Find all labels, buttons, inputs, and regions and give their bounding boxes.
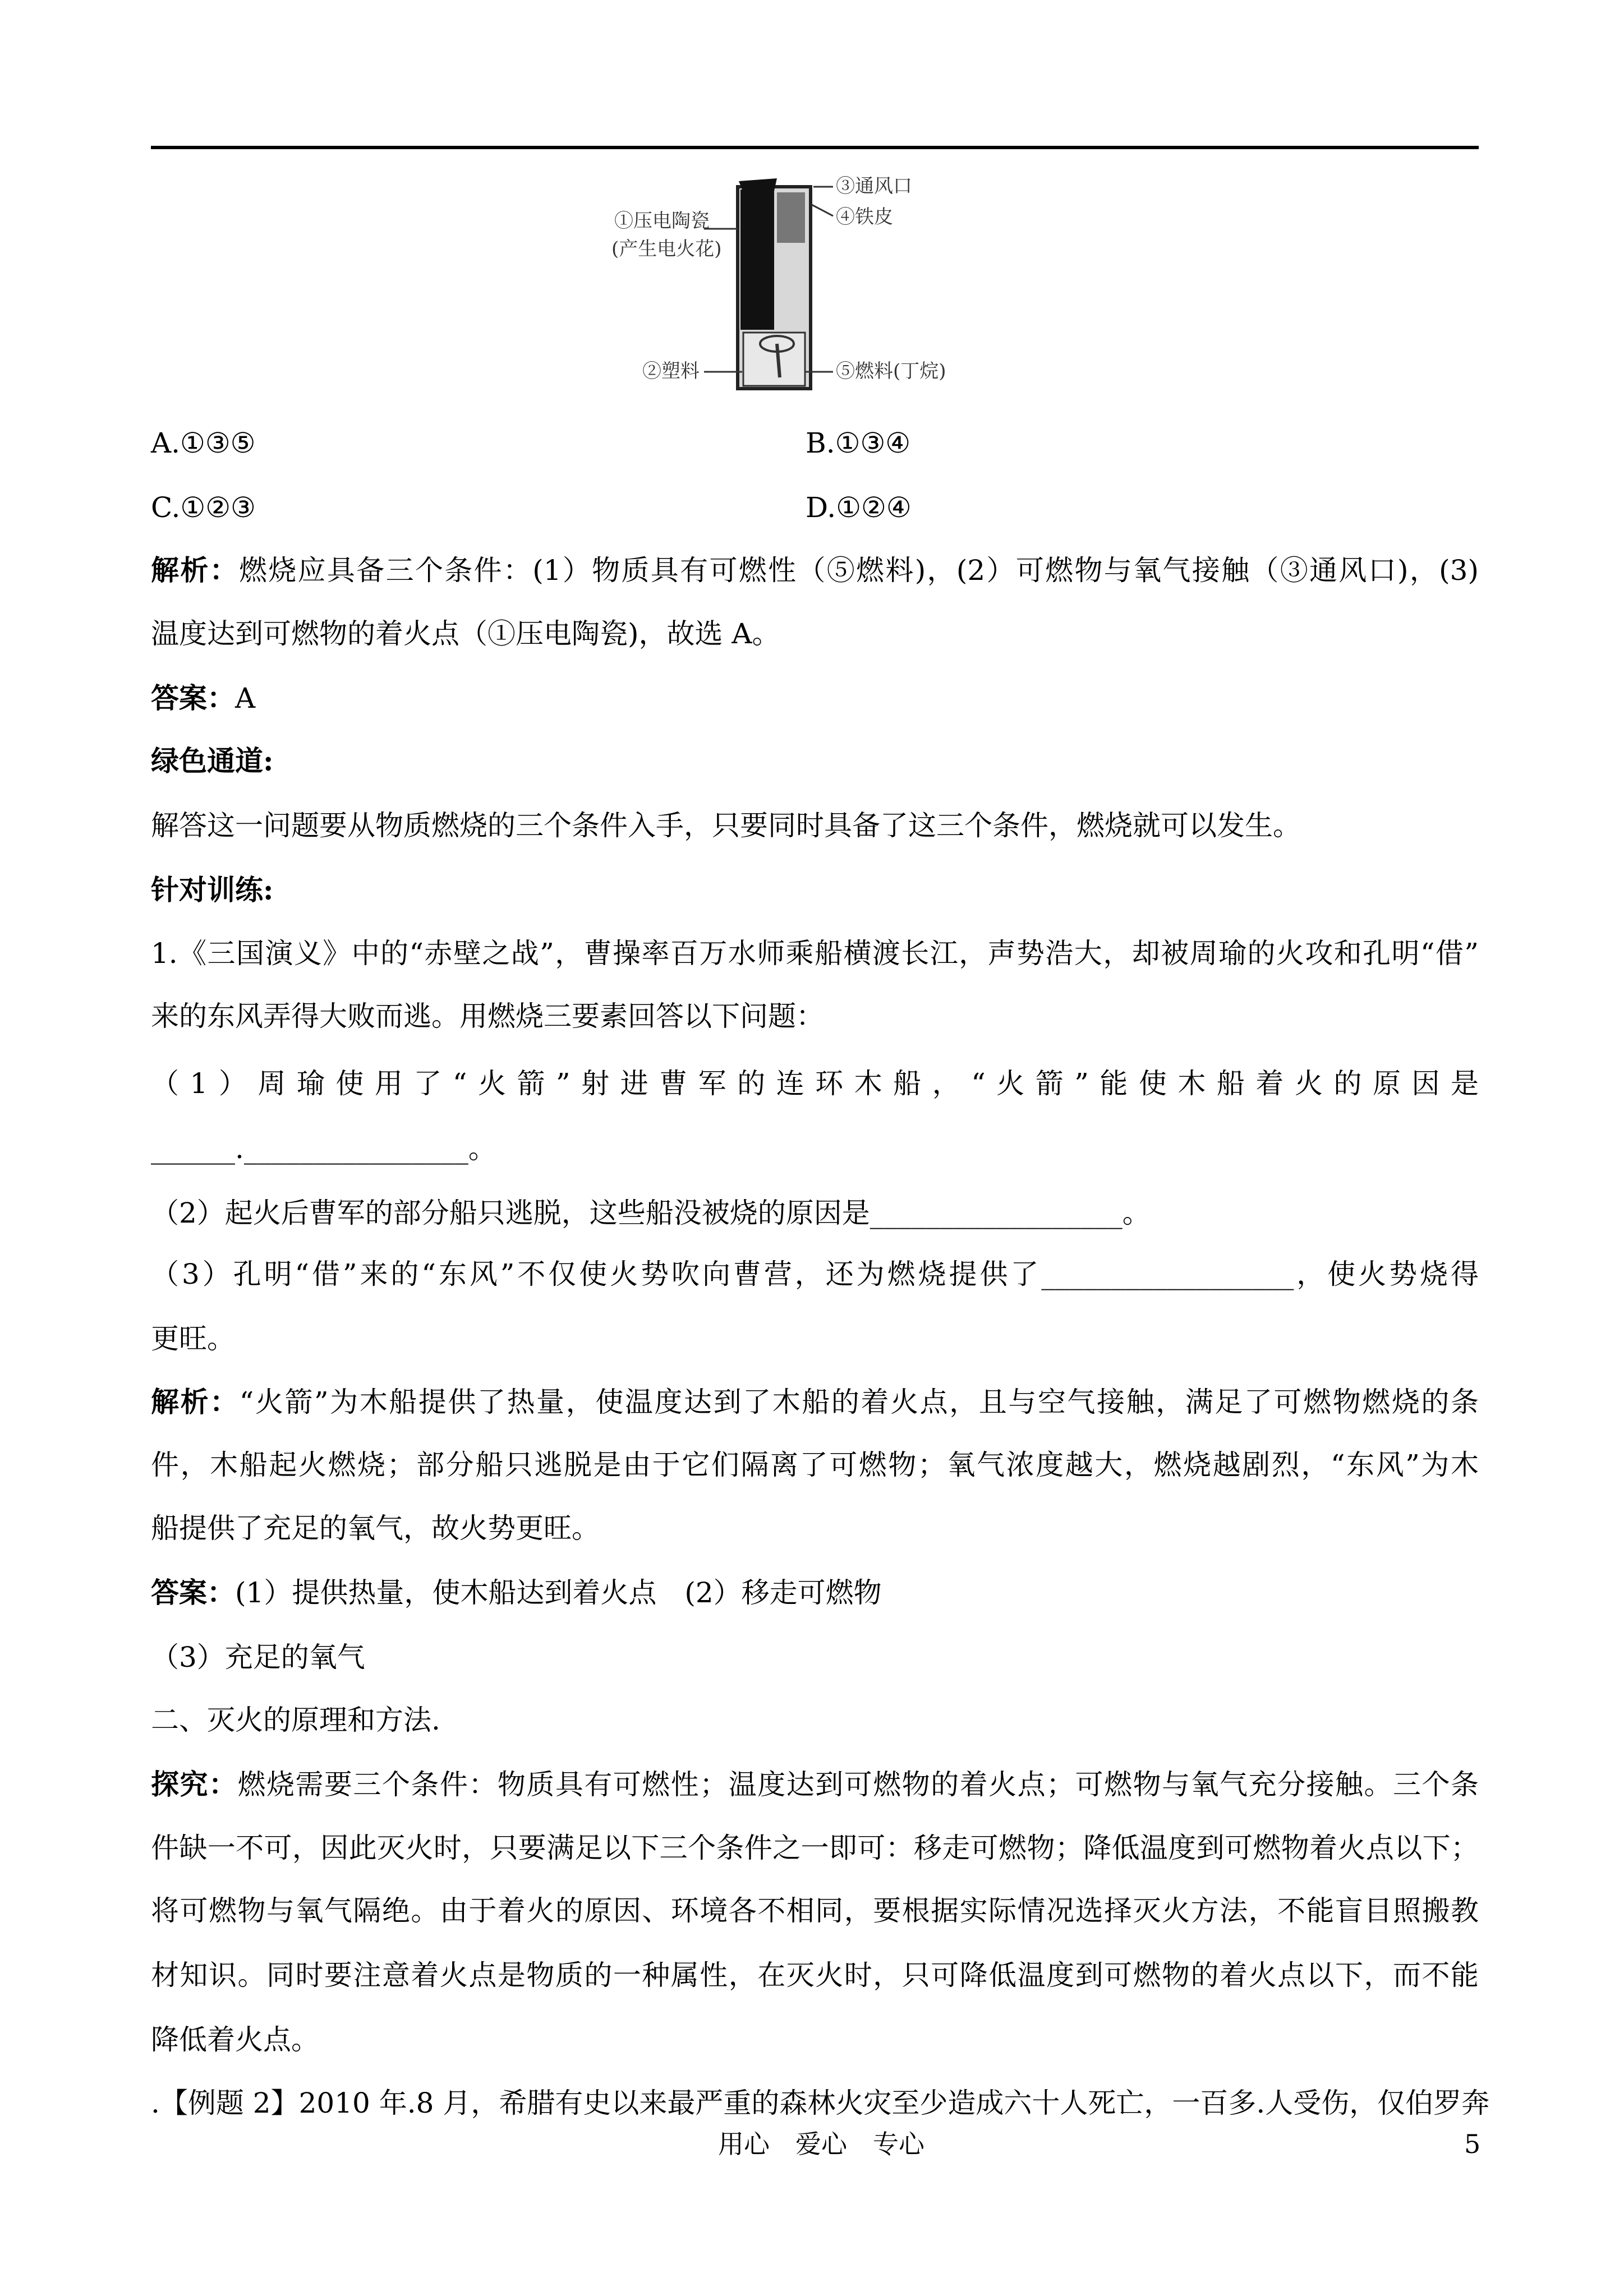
option-b: B.①③④ — [806, 427, 911, 459]
figure-label: (产生电火花) — [611, 238, 722, 260]
page-number: 5 — [1464, 2129, 1481, 2159]
answer-label: 答案： — [151, 681, 235, 714]
answer-text: (1）提供热量，使木船达到着火点 (2）移走可燃物 — [235, 1576, 882, 1609]
analysis-text: 燃烧应具备三个条件：(1）物质具有可燃性（⑤燃料)，(2）可燃物与氧气接触（③通风口)，(3) — [238, 554, 1479, 587]
analysis-label: 解析： — [151, 1385, 240, 1418]
analysis-text: 件，木船起火燃烧；部分船只逃脱是由于它们隔离了可燃物；氧气浓度越大，燃烧越剧烈，“东风”为木 — [151, 1449, 1479, 1481]
answer-text: A — [235, 682, 256, 714]
green-channel-heading: 绿色通道: — [151, 744, 274, 777]
option-a: A.①③⑤ — [151, 427, 256, 459]
explore-line — [151, 1768, 1479, 1801]
training-heading: 针对训练: — [151, 873, 274, 906]
question-text: 1.《三国演义》中的“赤壁之战”，曹操率百万水师乘船横渡长江，声势浩大，却被周瑜的火攻和孔明“借” — [151, 937, 1479, 970]
figure-label: ③通风口 — [836, 175, 912, 197]
answer-blank-1: ______.________________。 — [151, 1132, 496, 1165]
sub-question-1: （1）周瑜使用了“火箭”射进曹军的连环木船，“火箭”能使木船着火的原因是 — [151, 1067, 1479, 1100]
sub-question-3: （3）孔明“借”来的“东风”不仅使火势吹向曹营，还为燃烧提供了__________________，使火势烧得 — [151, 1258, 1479, 1290]
sub-question-3-cont: 更旺。 — [151, 1322, 235, 1355]
header-rule — [151, 146, 1479, 149]
answer-2 — [151, 1576, 1479, 1610]
explore-text: 将可燃物与氧气隔绝。由于着火的原因、环境各不相同，要根据实际情况选择灭火方法，不能盲目照搬教 — [151, 1894, 1479, 1927]
sub-question-2: （2）起火后曹军的部分船只逃脱，这些船没被烧的原因是__________________。 — [151, 1197, 1151, 1229]
figure-label: ②塑料 — [642, 360, 700, 382]
green-channel-text: 解答这一问题要从物质燃烧的三个条件入手，只要同时具备了这三个条件，燃烧就可以发生。 — [151, 809, 1301, 842]
option-d: D.①②④ — [806, 491, 912, 524]
section-heading: 二、灭火的原理和方法. — [151, 1704, 440, 1736]
question-text: 来的东风弄得大败而逃。用燃烧三要素回答以下问题： — [151, 1000, 824, 1032]
example-2: .【例题 2】2010 年.8 月，希腊有史以来最严重的森林火灾至少造成六十人死亡，一百多.人受伤，仅伯罗奔 — [151, 2087, 1490, 2119]
option-c: C.①②③ — [151, 491, 256, 524]
answer-text: （3）充足的氧气 — [151, 1641, 365, 1673]
analysis-label: 解析： — [151, 554, 239, 587]
analysis-2-line — [151, 1385, 1479, 1419]
explore-text: 燃烧需要三个条件：物质具有可燃性；温度达到可燃物的着火点；可燃物与氧气充分接触。三个条 — [237, 1768, 1479, 1801]
analysis-text: “火箭”为木船提供了热量，使温度达到了木船的着火点，且与空气接触，满足了可燃物燃烧的条 — [239, 1386, 1479, 1418]
explore-text: 件缺一不可，因此灭火时，只要满足以下三个条件之一即可：移走可燃物；降低温度到可燃物着火点以下； — [151, 1832, 1479, 1864]
answer-1 — [151, 681, 1479, 715]
explore-text: 降低着火点。 — [151, 2023, 319, 2056]
analysis-text: 温度达到可燃物的着火点（①压电陶瓷)，故选 A。 — [151, 617, 780, 650]
analysis-1-line — [151, 554, 1479, 587]
explore-text: 材知识。同时要注意着火点是物质的一种属性，在灭火时，只可降低温度到可燃物的着火点以下，而不能 — [151, 1959, 1479, 1991]
figure-label: ①压电陶瓷 — [614, 210, 710, 232]
figure-label: ④铁皮 — [836, 206, 893, 228]
explore-label: 探究： — [151, 1768, 238, 1801]
lighter-diagram — [609, 164, 1013, 396]
figure-label: ⑤燃料(丁烷) — [836, 360, 946, 382]
answer-label: 答案： — [151, 1576, 235, 1609]
analysis-text: 船提供了充足的氧气，故火势更旺。 — [151, 1512, 600, 1545]
footer-motto: 用心 爱心 专心 — [718, 2129, 924, 2159]
